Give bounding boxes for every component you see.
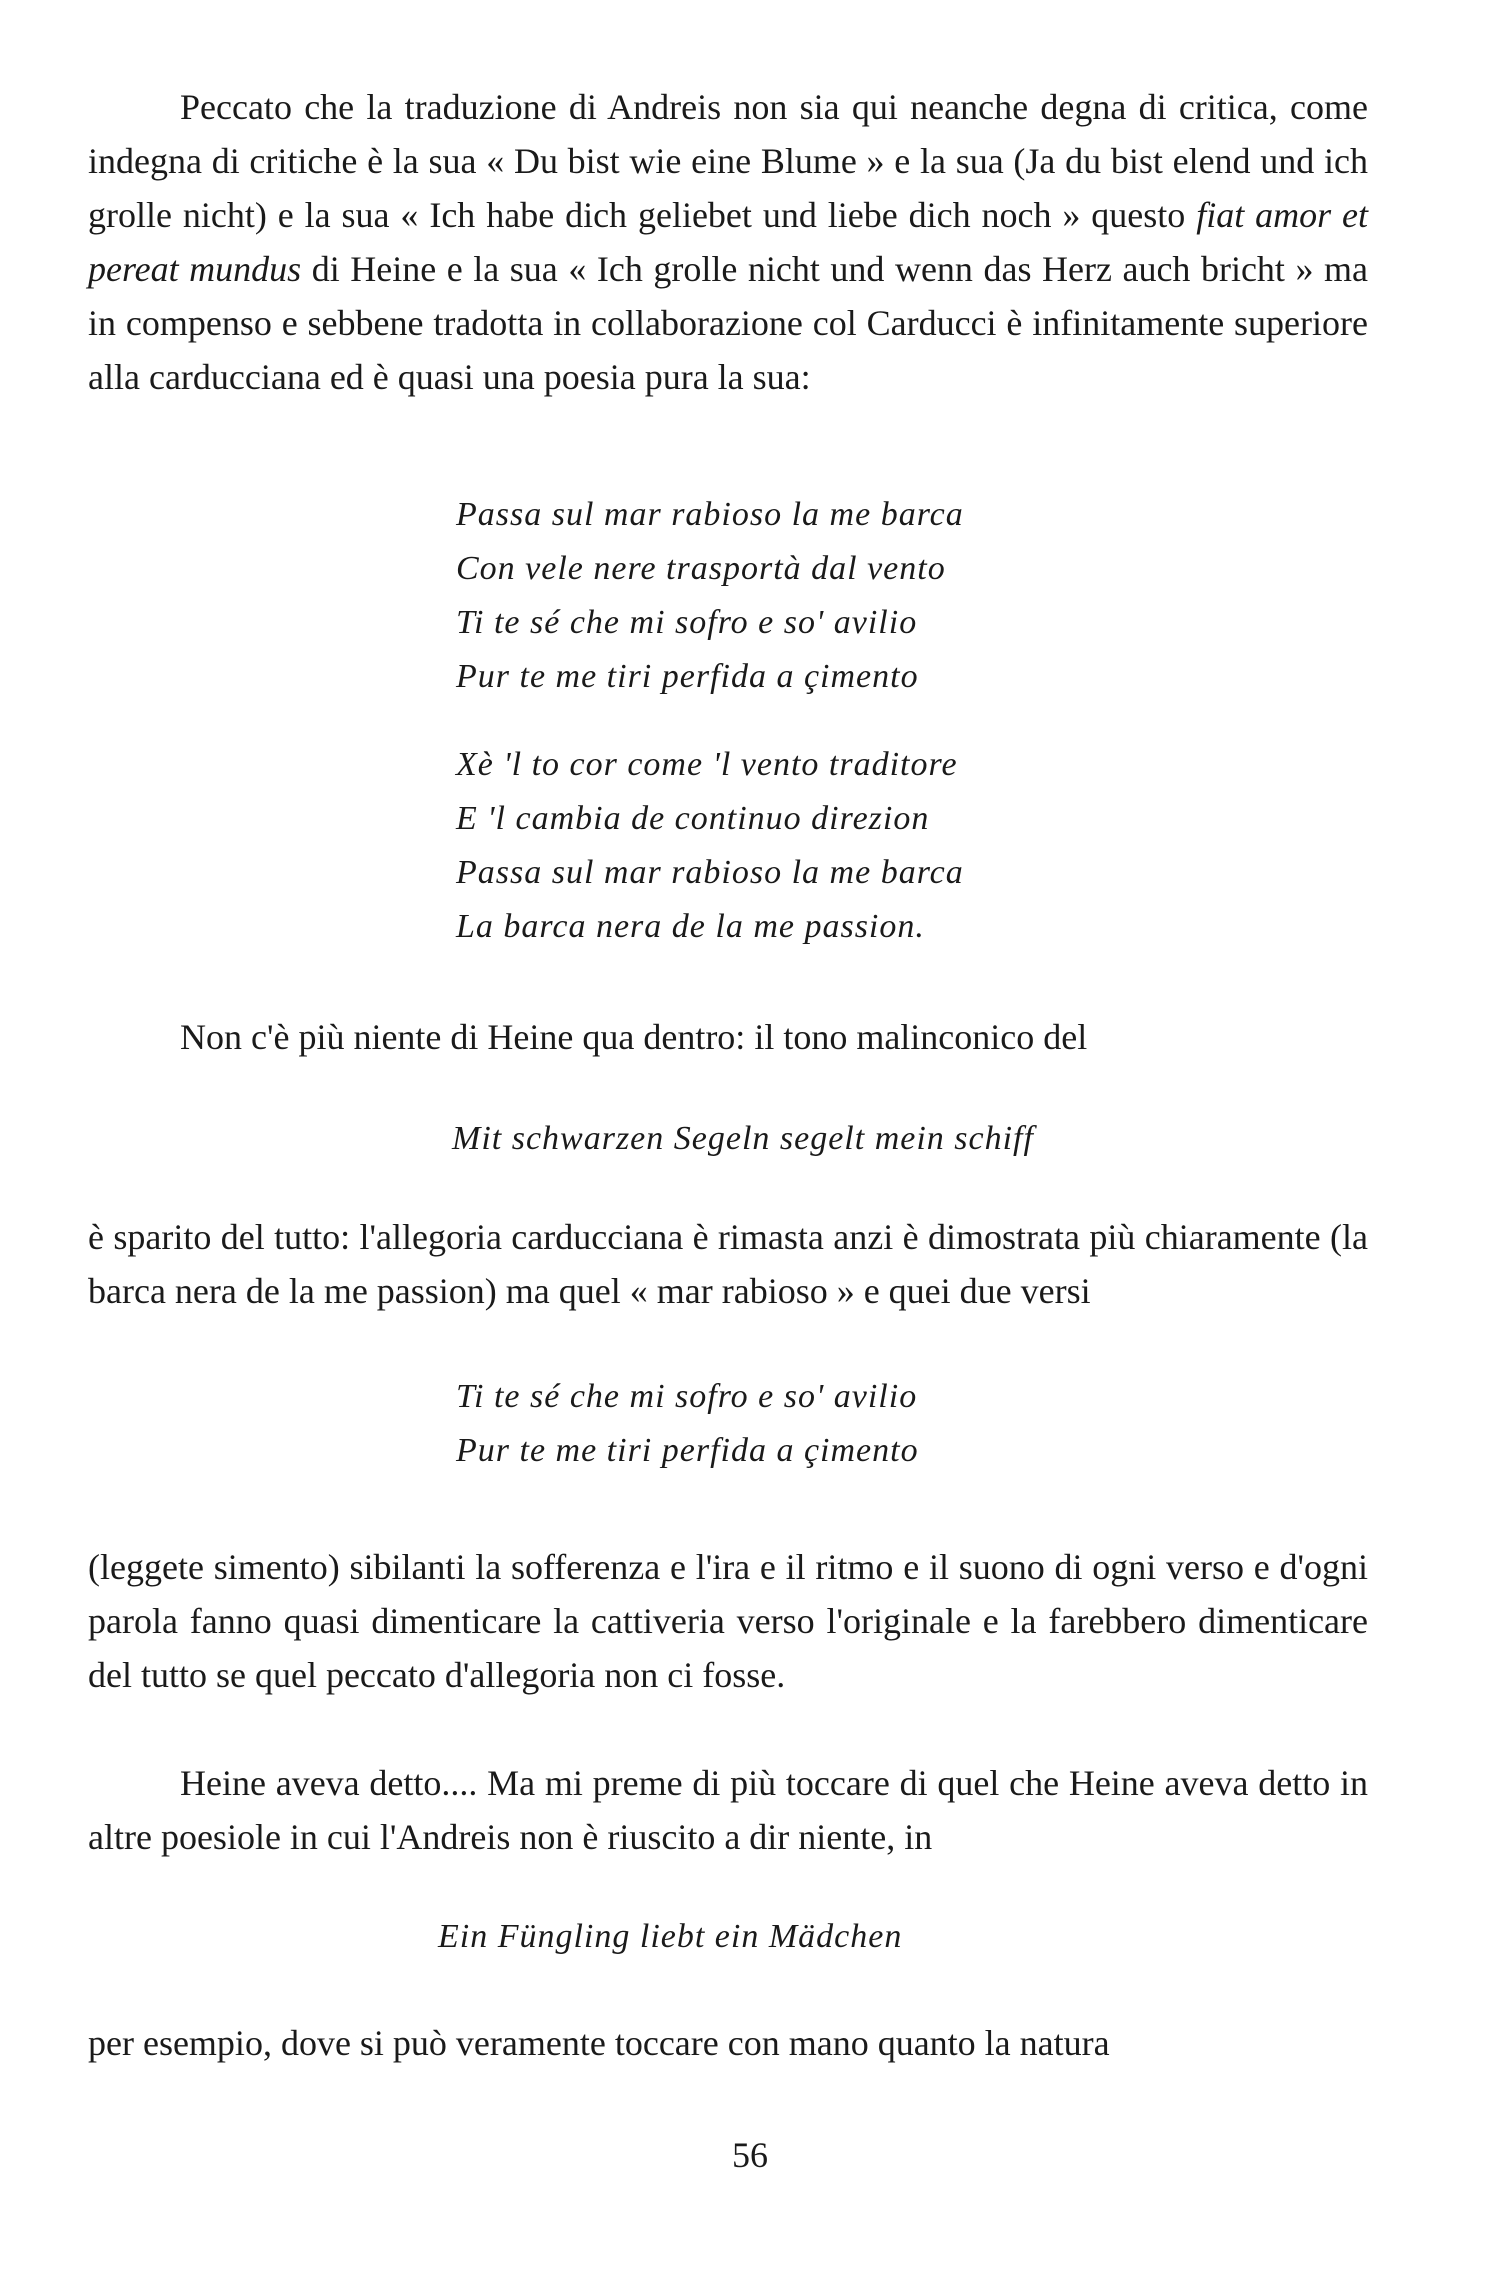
poem-stanza-2 <box>456 738 1316 954</box>
poem-line: Xè 'l to cor come 'l vento traditore <box>456 746 958 783</box>
poem-line: Passa sul mar rabioso la me barca <box>456 854 964 891</box>
poem-stanza-1 <box>456 488 1316 704</box>
quote-two-verses <box>456 1370 1316 1478</box>
paragraph-heine-aveva-detto: Heine aveva detto.... Ma mi preme di più toccare di quel che Heine aveva detto in altre poesiole in cui l'Andreis non è riuscito a dir niente, in <box>88 1763 1368 1857</box>
page-number: 56 <box>732 2135 768 2175</box>
poem-line: Ti te sé che mi sofro e so' avilio <box>456 604 918 641</box>
paragraph-intro-text-1: Peccato che la traduzione di Andreis non sia qui neanche degna di critica, come indegna di critiche è la sua « Du bist wie eine Blume » e la sua (Ja du bist elend und ich grolle nicht) e la sua « Ich habe dich geliebet und liebe dich noch » questo <box>88 87 1368 235</box>
quote-schwarzen-segeln: Mit schwarzen Segeln segelt mein schiff <box>452 1120 1034 1157</box>
paragraph-intro-text-2: di Heine e la sua « Ich grolle nicht und wenn das Herz auch bricht » ma in compenso e sebbene tradotta in collaborazione col Carducci è infinitamente superiore alla carducciana ed è quasi una poesia pura la sua: <box>88 249 1368 397</box>
paragraph-per-esempio: per esempio, dove si può veramente toccare con mano quanto la natura <box>88 2023 1110 2063</box>
paragraph-heine-tone: Non c'è più niente di Heine qua dentro: il tono malinconico del <box>180 1017 1088 1057</box>
poem-line: Con vele nere trasportà dal vento <box>456 550 946 587</box>
poem-line: E 'l cambia de continuo direzion <box>456 800 930 837</box>
paragraph-intro-italic: fiat amor et pereat mundus <box>88 195 1368 289</box>
quote-verse-line: Pur te me tiri perfida a çimento <box>456 1432 919 1469</box>
quote-verse-line: Ti te sé che mi sofro e so' avilio <box>456 1378 918 1415</box>
poem-line: Pur te me tiri perfida a çimento <box>456 658 919 695</box>
paragraph-allegoria: è sparito del tutto: l'allegoria carducciana è rimasta anzi è dimostrata più chiaramente (la barca nera de la me passion) ma quel « mar rabioso » e quei due versi <box>88 1217 1368 1311</box>
quote-jungling: Ein Füngling liebt ein Mädchen <box>438 1918 903 1955</box>
poem-line: La barca nera de la me passion. <box>456 908 925 945</box>
paragraph-simento: (leggete simento) sibilanti la sofferenza e l'ira e il ritmo e il suono di ogni verso e d'ogni parola fanno quasi dimenticare la cattiveria verso l'originale e la farebbero dimenticare del tutto se quel peccato d'allegoria non ci fosse. <box>88 1547 1368 1695</box>
paragraph-intro <box>88 80 1368 404</box>
poem-line: Passa sul mar rabioso la me barca <box>456 496 964 533</box>
